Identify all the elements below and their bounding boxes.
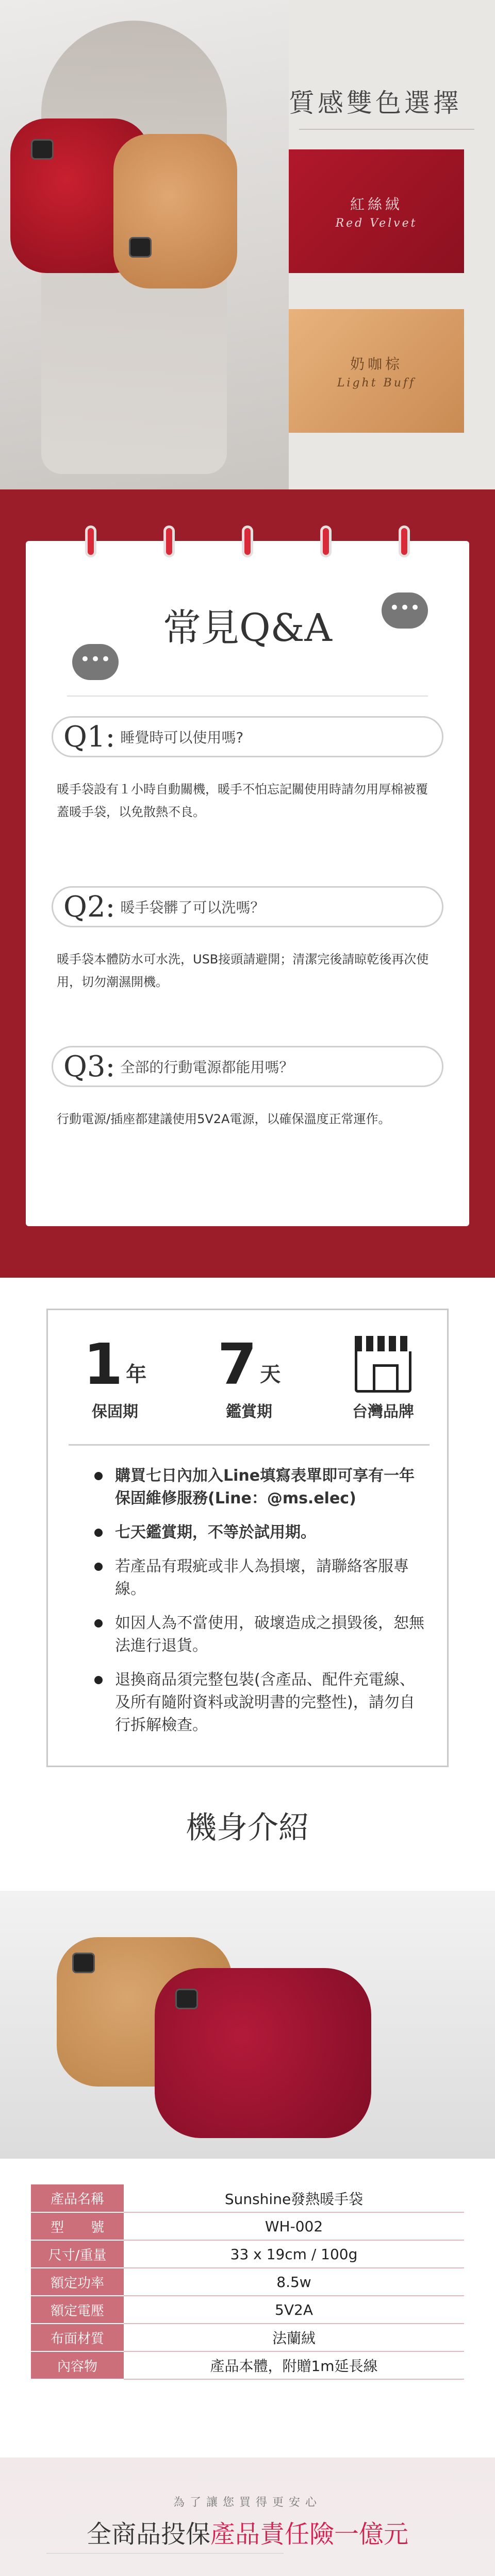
warranty-badges: [48, 1331, 450, 1421]
table-row: [31, 2296, 464, 2324]
insurance-title: [0, 2514, 495, 2550]
spec-key: 產品名稱: [31, 2184, 124, 2212]
table-row: [31, 2240, 464, 2268]
swatch-light-buff[interactable]: [289, 309, 464, 433]
color-section-title: 質感雙色選擇: [289, 88, 462, 118]
badge-unit: 年: [126, 1363, 147, 1386]
insurance-section: [0, 2458, 495, 2576]
warranty-section: [0, 1278, 495, 1788]
power-button-icon: [129, 237, 152, 258]
qa-section: [0, 489, 495, 1278]
section-title: 機身介紹: [186, 1810, 309, 1846]
color-choice-section: [0, 0, 495, 489]
spec-key: 額定功率: [31, 2268, 124, 2296]
ring-icon: [163, 526, 175, 557]
badge-number: 7: [217, 1331, 257, 1397]
spec-value: 33 x 19cm / 100g: [124, 2240, 464, 2268]
list-item: 七天鑑賞期，不等於試用期。: [94, 1521, 424, 1544]
spec-value: 5V2A: [124, 2296, 464, 2324]
swatch-english-name: Red Velvet: [335, 216, 418, 230]
badge-warranty-year: [63, 1331, 167, 1421]
question-number: Q1:: [63, 720, 116, 754]
table-row: [31, 2324, 464, 2351]
spec-value: 產品本體，附贈1m延長線: [124, 2351, 464, 2379]
badge-unit: 天: [260, 1363, 281, 1386]
spec-key: 額定電壓: [31, 2296, 124, 2324]
insurance-title-a: 全商品投保: [86, 2520, 210, 2549]
body-intro-section: [0, 1788, 495, 2458]
insurance-title-b: 產品責任險一億元: [210, 2520, 409, 2549]
divider: [69, 1444, 430, 1446]
badge-label: 保固期: [92, 1403, 138, 1421]
insurance-kicker: 為了讓您買得更安心: [173, 2496, 322, 2509]
qa-title: 常見Q&A: [163, 606, 332, 650]
spec-key: 尺寸/重量: [31, 2240, 124, 2268]
spec-key: 內容物: [31, 2351, 124, 2379]
power-button-icon: [72, 1953, 95, 1973]
spec-value: 8.5w: [124, 2268, 464, 2296]
question-number: Q3:: [63, 1049, 116, 1083]
ring-icon: [320, 526, 332, 557]
divider: [67, 696, 428, 697]
list-item: 若產品有瑕疵或非人為損壞，請聯絡客服專線。: [94, 1555, 424, 1601]
question-row: [52, 1046, 443, 1087]
swatch-name: 奶咖棕: [350, 355, 403, 372]
badge-appreciation-days: [197, 1331, 301, 1421]
warranty-box: [46, 1309, 449, 1767]
swatch-red-velvet[interactable]: [289, 149, 464, 273]
divider: [46, 2553, 284, 2554]
question-text: 暖手袋髒了可以洗嗎？: [120, 899, 265, 916]
power-button-icon: [175, 1989, 198, 2009]
warranty-notes: [94, 1465, 424, 1748]
question-text: 睡覺時可以使用嗎?: [120, 729, 244, 746]
answer-text: 暖手袋本體防水可水洗，USB接頭請避開；清潔完後請晾乾後再次使用，切勿潮濕開機。: [57, 952, 429, 989]
speech-bubble-icon: •••: [382, 592, 428, 629]
spec-value: WH-002: [124, 2212, 464, 2240]
table-row: [31, 2351, 464, 2379]
ring-icon: [399, 526, 410, 557]
badge-number: 1: [83, 1331, 123, 1397]
qa-card: [26, 541, 469, 1226]
speech-bubble-icon: •••: [72, 644, 119, 680]
table-row: [31, 2184, 464, 2212]
question-text: 全部的行動電源都能用嗎？: [120, 1059, 294, 1076]
list-item: 購買七日內加入Line填寫表單即可享有一年保固維修服務(Line：@ms.elec): [94, 1465, 424, 1510]
storefront-icon: [355, 1336, 411, 1393]
question-row: [52, 886, 443, 927]
table-row: [31, 2268, 464, 2296]
answer-text: 暖手袋設有１小時自動關機，暖手不怕忘記關使用時請勿用厚棉被覆蓋暖手袋，以免散熱不良。: [57, 782, 428, 819]
ring-icon: [242, 526, 253, 557]
spec-value: Sunshine發熱暖手袋: [124, 2184, 464, 2212]
spec-table: [31, 2184, 464, 2380]
power-button-icon: [31, 139, 54, 160]
ring-icon: [85, 526, 96, 557]
badge-label: 台灣品牌: [352, 1403, 414, 1421]
badge-label: 鑑賞期: [226, 1403, 272, 1421]
list-item: 退換商品須完整包裝(含產品、配件充電線、及所有隨附資料或說明書的完整性)，請勿自行拆解檢查。: [94, 1669, 424, 1737]
question-number: Q2:: [63, 890, 116, 924]
swatch-english-name: Light Buff: [337, 376, 416, 389]
spec-key: 型 號: [31, 2212, 124, 2240]
badge-taiwan-brand: [332, 1331, 435, 1421]
table-row: [31, 2212, 464, 2240]
question-row: [52, 716, 443, 757]
divider: [299, 129, 474, 130]
red-hand-warmer-image: [155, 1968, 371, 2138]
list-item: 如因人為不當使用，破壞造成之損毀後，恕無法進行退貨。: [94, 1612, 424, 1657]
spec-key: 布面材質: [31, 2324, 124, 2351]
binder-rings: [26, 526, 469, 557]
buff-hand-warmer-image: [113, 134, 237, 289]
swatch-name: 紅絲絨: [350, 195, 403, 213]
answer-text: 行動電源/插座都建議使用5V2A電源，以確保溫度正常運作。: [57, 1112, 391, 1126]
spec-value: 法蘭絨: [124, 2324, 464, 2351]
